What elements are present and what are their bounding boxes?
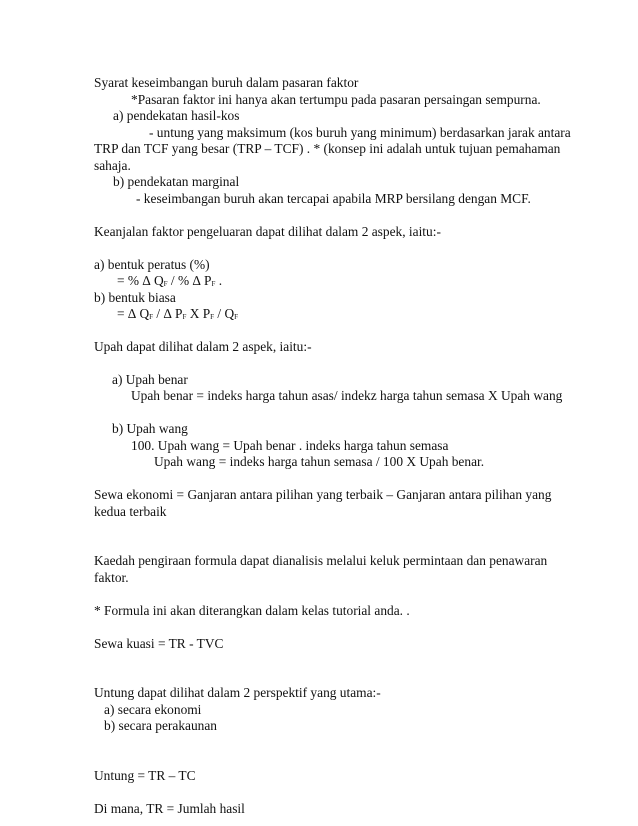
formula-note: * Formula ini akan diterangkan dalam kelas tutorial anda. . (94, 603, 410, 618)
formula-money-wage-1: 100. Upah wang = Upah benar . indeks harga tahun semasa (131, 438, 449, 453)
item-a-text-line-2: TRP dan TCF yang besar (TRP – TCF) . * (konsep ini adalah untuk tujuan pemahaman (94, 141, 561, 156)
item-a-economic: a) secara ekonomi (104, 702, 202, 717)
item-b-marginal-approach: b) pendekatan marginal (113, 174, 240, 189)
item-b-accounting: b) secara perakaunan (104, 718, 218, 733)
profit-formula: Untung = TR – TC (94, 768, 196, 783)
section-heading-profit: Untung dapat dilihat dalam 2 perspektif yang utama:- (94, 685, 381, 700)
section-heading-elasticity: Keanjalan faktor pengeluaran dapat dilihat dalam 2 aspek, iaitu:- (94, 224, 441, 239)
economic-rent-line-1: Sewa ekonomi = Ganjaran antara pilihan yang terbaik – Ganjaran antara pilihan yang (94, 487, 552, 502)
item-a-real-wage: a) Upah benar (112, 372, 188, 387)
item-a-text-line-1: - untung yang maksimum (kos buruh yang minimum) berdasarkan jarak antara (149, 125, 571, 140)
item-b-text-line-1: - keseimbangan buruh akan tercapai apabila MRP bersilang dengan MCF. (136, 191, 531, 206)
quasi-rent-formula: Sewa kuasi = TR - TVC (94, 636, 224, 651)
total-revenue-definition: Di mana, TR = Jumlah hasil (94, 801, 245, 816)
formula-real-wage: Upah benar = indeks harga tahun asas/ indekz harga tahun semasa X Upah wang (131, 388, 563, 403)
item-a-text-line-3: sahaja. (94, 158, 131, 173)
section-heading-labour-equilibrium: Syarat keseimbangan buruh dalam pasaran faktor (94, 75, 359, 90)
method-line-2: faktor. (94, 570, 129, 585)
method-line-1: Kaedah pengiraan formula dapat dianalisis melalui keluk permintaan dan penawaran (94, 553, 548, 568)
note-perfect-competition: *Pasaran faktor ini hanya akan tertumpu pada pasaran persaingan sempurna. (131, 92, 541, 107)
formula-percentage: = % ∆ $Q_F$ / % ∆ $P_F$ . (117, 273, 223, 288)
section-heading-wages: Upah dapat dilihat dalam 2 aspek, iaitu:- (94, 339, 312, 354)
item-b-money-wage: b) Upah wang (112, 421, 188, 436)
item-a-percentage-form: a) bentuk peratus (%) (94, 257, 210, 272)
formula-ordinary: = ∆ $Q_F$ / ∆ $P_F$ X $P_F / Q_F$ (117, 306, 239, 321)
formula-money-wage-2: Upah wang = indeks harga tahun semasa / 100 X Upah benar. (154, 454, 485, 469)
economic-rent-line-2: kedua terbaik (94, 504, 167, 519)
item-b-ordinary-form: b) bentuk biasa (94, 290, 176, 305)
item-a-cost-approach: a) pendekatan hasil-kos (113, 108, 240, 123)
